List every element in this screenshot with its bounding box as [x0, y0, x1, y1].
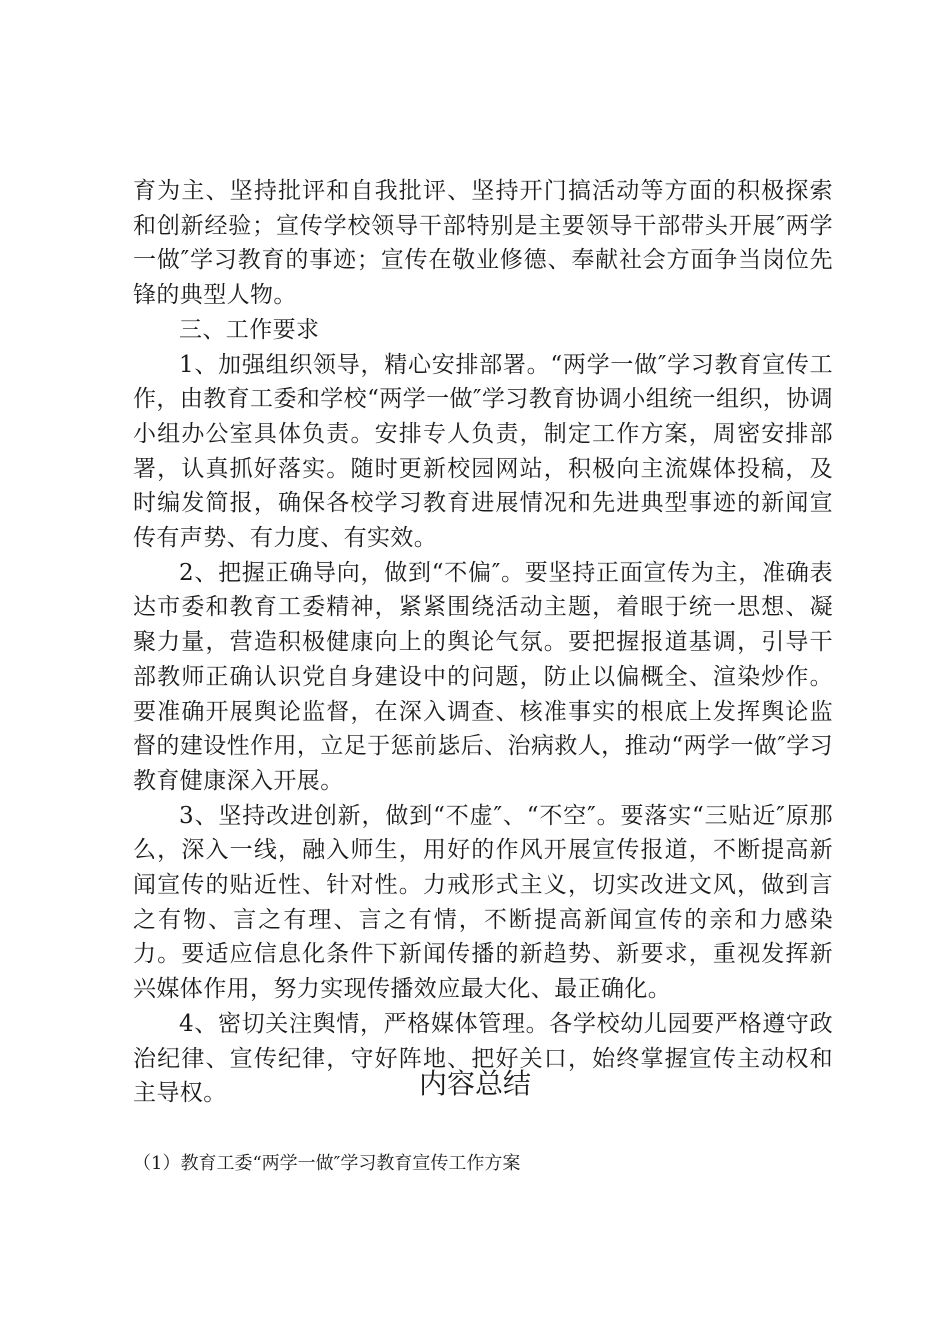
paragraph-item-3: 3、坚持改进创新，做到“不虚″、“不空″。要落实“三贴近″原那么，深入一线，融入师生，用好的作风开展宣传报道，不断提高新闻宣传的贴近性、针对性。力戒形式主义，切实改进文风，做到言之有物、言之有理、言之有情，不断提高新闻宣传的亲和力感染力。要适应信息化条件下新闻传播的新趋势、新要求，重视发挥新兴媒体作用，努力实现传播效应最大化、最正确化。 [133, 802, 833, 1003]
summary-title: 内容总结 [418, 1067, 531, 1100]
paragraph-item-1: 1、加强组织领导，精心安排部署。“两学一做″学习教育宣传工作，由教育工委和学校“两学一做″学习教育协调小组统一组织，协调小组办公室具体负责。安排专人负责，制定工作方案，周密安排部署，认真抓好落实。随时更新校园网站，积极向主流媒体投稿，及时编发简报，确保各校学习教育进展情况和先进典型事迹的新闻宣传有声势、有力度、有实效。 [133, 351, 833, 552]
paragraph-item-4: 4、密切关注舆情，严格媒体管理。各学校幼儿园要严格遵守政治纪律、宣传纪律，守好阵地、把好关口，始终掌握宣传主动权和主导权。 [133, 1010, 833, 1107]
summary-item: （1）教育工委“两学一做″学习教育宣传工作方案 [133, 1153, 521, 1174]
document-body [133, 174, 833, 1111]
section-heading-work-requirements: 三、工作要求 [179, 316, 320, 343]
paragraph-continuation: 育为主、坚持批评和自我批评、坚持开门搞活动等方面的积极探索和创新经验；宣传学校领导干部特别是主要领导干部带头开展″两学一做″学习教育的事迹；宣传在敬业修德、奉献社会方面争当岗位先锋的典型人物。 [133, 178, 833, 309]
paragraph-item-2: 2、把握正确导向，做到“不偏″。要坚持正面宣传为主，准确表达市委和教育工委精神，紧紧围绕活动主题，着眼于统一思想、凝聚力量，营造积极健康向上的舆论气氛。要把握报道基调，引导干部教师正确认识党自身建设中的问题，防止以偏概全、渲染炒作。要准确开展舆论监督，在深入调查、核准事实的根底上发挥舆论监督的建设性作用，立足于惩前毖后、治病救人，推动“两学一做″学习教育健康深入开展。 [133, 559, 833, 794]
